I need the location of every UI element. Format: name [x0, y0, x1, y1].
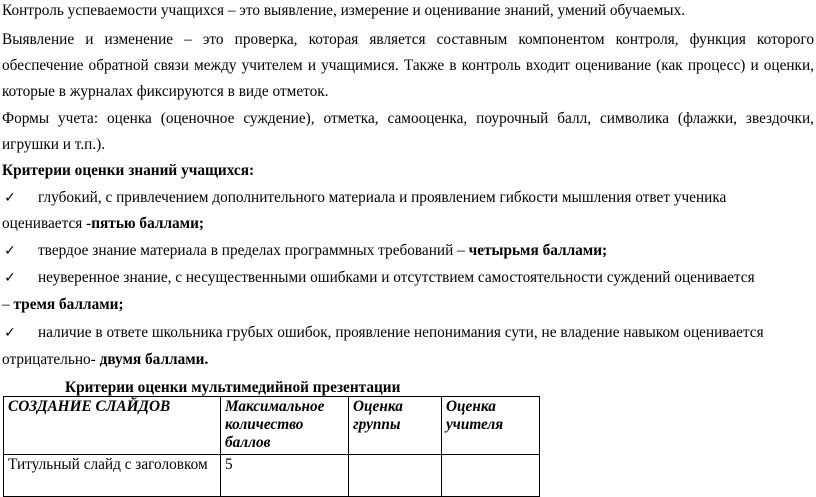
header-slide-creation: СОЗДАНИЕ СЛАЙДОВ: [4, 397, 221, 455]
intro-paragraph-2-line-2: обеспечение обратной связи между учителем и учащимися. Также в контроль входит оценивание (как процесс) и оценки,: [2, 57, 814, 74]
table-header-row: [4, 397, 540, 455]
criteria-heading: Критерии оценки знаний учащихся:: [2, 162, 255, 179]
checkmark-icon: ✓: [4, 190, 16, 206]
criteria-item-4-line-2: [2, 351, 814, 369]
criteria-item-3: [2, 269, 814, 287]
criteria-item-4: [2, 324, 814, 342]
table-row: [4, 455, 540, 497]
criteria-item-1-score: пятью баллами;: [91, 215, 204, 232]
cell-group-score: [349, 455, 442, 497]
header-max-points: Максимальное количество баллов: [221, 397, 349, 455]
criteria-item-2: [2, 242, 814, 260]
cell-max-points: 5: [221, 455, 349, 497]
criteria-item-2-line-1: [38, 242, 607, 260]
intro-paragraph-2-line-1: Выявление и изменение – это проверка, которая является составным компонентом контроля, функция которого: [2, 31, 814, 48]
criteria-item-4-line-1: наличие в ответе школьника грубых ошибок, проявление непонимания сути, не владение навыком оценивается: [38, 324, 764, 341]
criteria-item-1-line-1: глубокий, с привлечением дополнительного материала и проявлением гибкости мышления ответ ученика: [38, 189, 727, 206]
intro-paragraph-3-line-1: Формы учета: оценка (оценочное суждение), отметка, самооценка, поурочный балл, символика (флажки, звездочки,: [2, 110, 814, 127]
criteria-item-1-line-2: [2, 215, 814, 233]
criteria-item-2-score: четырьмя баллами;: [468, 242, 608, 259]
criteria-item-3-line-2: [2, 296, 814, 314]
cell-criterion: Титульный слайд с заголовком: [4, 455, 221, 497]
cell-teacher-score: [442, 455, 540, 497]
intro-paragraph-1: Контроль успеваемости учащихся – это выявление, измерение и оценивание знаний, умений обучаемых.: [2, 2, 686, 19]
criteria-item-2-prefix: твердое знание материала в пределах программных требований –: [38, 242, 469, 259]
criteria-item-4-score: двумя баллами.: [99, 351, 209, 368]
checkmark-icon: ✓: [4, 270, 16, 286]
table-title: Критерии оценки мультимедийной презентации: [65, 379, 401, 396]
checkmark-icon: ✓: [4, 325, 16, 341]
intro-paragraph-2-line-3: которые в журналах фиксируются в виде отметок.: [2, 83, 329, 100]
criteria-item-1-prefix: оценивается -: [2, 215, 92, 232]
header-group-score: Оценка группы: [349, 397, 442, 455]
intro-paragraph-3-line-2: игрушки и т.п.).: [2, 136, 106, 153]
header-teacher-score: Оценка учителя: [442, 397, 540, 455]
criteria-item-3-score: тремя баллами;: [13, 296, 124, 313]
criteria-item-3-prefix: –: [2, 296, 14, 313]
checkmark-icon: ✓: [4, 243, 16, 259]
criteria-item-1: [2, 189, 814, 207]
presentation-criteria-table: [3, 396, 540, 497]
criteria-item-4-prefix: отрицательно-: [2, 351, 100, 368]
criteria-item-3-line-1: неуверенное знание, с несущественными ошибками и отсутствием самостоятельности суждений оценивается: [38, 269, 755, 286]
